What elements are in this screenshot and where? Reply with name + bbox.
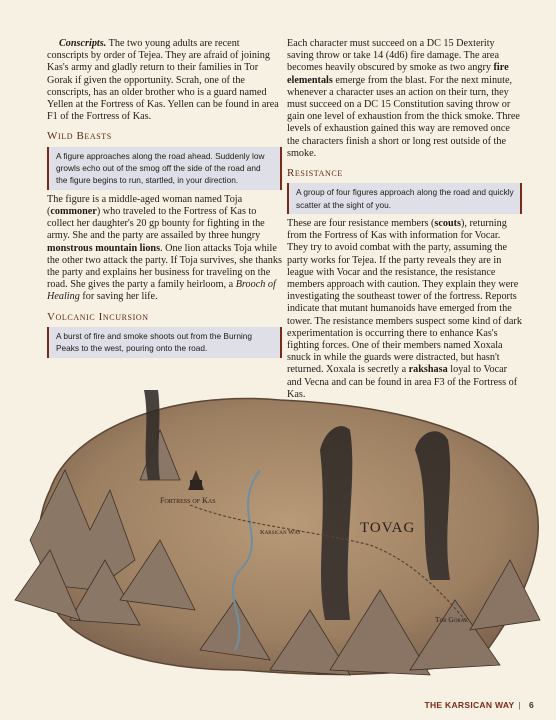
readaloud-wild-beasts: A figure approaches along the road ahead. Suddenly low growls echo out of the smog off the side of the road and the figure begins to run, startled, in your direction. [47,147,282,190]
conscripts-text: The two young adults are recent conscripts by order of Tejea. They are afraid of joining Kas's army and gladly return to their families in Tor Gorak if given the opportunity. Scrah, one of the conscripts, has an older brother who is a guard named Yellen at the Fortress of Kas. Yellen can be found in area F1 of the Fortress of Kas. [47,38,279,123]
res-text-b: ), returning from the Fortress of Kas with information for Vocar. They try to avoid combat with the party, assuming the party works for Tejea. If the party reveals they are in league with Vocar and the resistance, the resistance members approach with caution. They explain they were investigating the southeast tower of the fortress. Reports indicate that mutant humanoids have emerged from the tower. The resistance members suspect some kind of dark experimentation is occurring there to enhance Kas's fighting forces. One of their members named Xoxala snuck in while the guards were distracted, but hasn't returned. Xoxala is secretly a [287,218,522,376]
region-map [10,370,550,690]
page-footer [424,700,534,710]
res-text-a: These are four resistance members ( [287,218,435,230]
heading-wild-beasts: Wild Beasts [47,130,112,143]
toja-text-b: ) who traveled to the Fortress of Kas to collect her daughter's 20 gp bounty for fighting in the army. She and the party are assailed by three hungry [47,206,265,242]
page-number: 6 [528,700,534,710]
readaloud-volcanic: A burst of fire and smoke shoots out from the Burning Peaks to the west, pouring onto the road. [47,327,282,358]
label-karsican-way: Karsican Way [260,529,302,536]
stat-rakshasa: rakshasa [408,364,448,376]
right-column [287,38,522,403]
left-column [47,38,282,362]
fire-text-b: emerge from the blast. For the next minute, whenever a character uses an action on their turn, they must succeed on a DC 15 Constitution saving throw or gain one level of exhaustion from the thick smoke. Three levels of exhaustion gained this way are removed once the characters finish a short or long rest outside of the smoke. [287,74,520,159]
conscripts-paragraph [47,38,282,123]
footer-separator: | [518,700,521,710]
heading-resistance: Resistance [287,167,343,180]
readaloud-resistance: A group of four figures approach along the road and quickly scatter at the sight of you. [287,183,522,214]
stat-scouts: scouts [434,218,461,230]
fire-paragraph [287,38,522,160]
label-fortress-of-kas: Fortress of Kas [160,496,216,505]
fire-text-a: Each character must succeed on a DC 15 Dexterity saving throw or take 14 (4d6) fire damage. The area becomes heavily obscured by smoke as two angry [287,38,499,74]
stat-commoner: commoner [50,206,97,218]
toja-text-a: The figure is a middle-aged woman named Toja ( [47,193,243,218]
conscripts-lead: Conscripts. [59,38,107,49]
footer-title: THE KARSICAN WAY [424,700,515,710]
toja-paragraph [47,194,282,304]
heading-volcanic-incursion: Volcanic Incursion [47,310,149,323]
item-brooch: Brooch of Healing [47,279,276,303]
res-text-c: loyal to Vocar and Vecna and can be found in area F3 of the Fortress of Kas. [287,364,518,400]
label-tovag: TOVAG [360,520,416,536]
label-tor-gorak: Tor Gorak [435,615,468,624]
stat-fire-elementals: fire elementals [287,62,509,86]
toja-text-d: for saving her life. [79,291,158,303]
toja-text-c: . One lion attacks Toja while the other two attack the party. If Toja survives, she thanks the party and explains her business for traveling on the road. She gives the party a family heirloom, a [47,242,282,291]
stat-mountain-lions: monstrous mountain lions [47,242,161,254]
